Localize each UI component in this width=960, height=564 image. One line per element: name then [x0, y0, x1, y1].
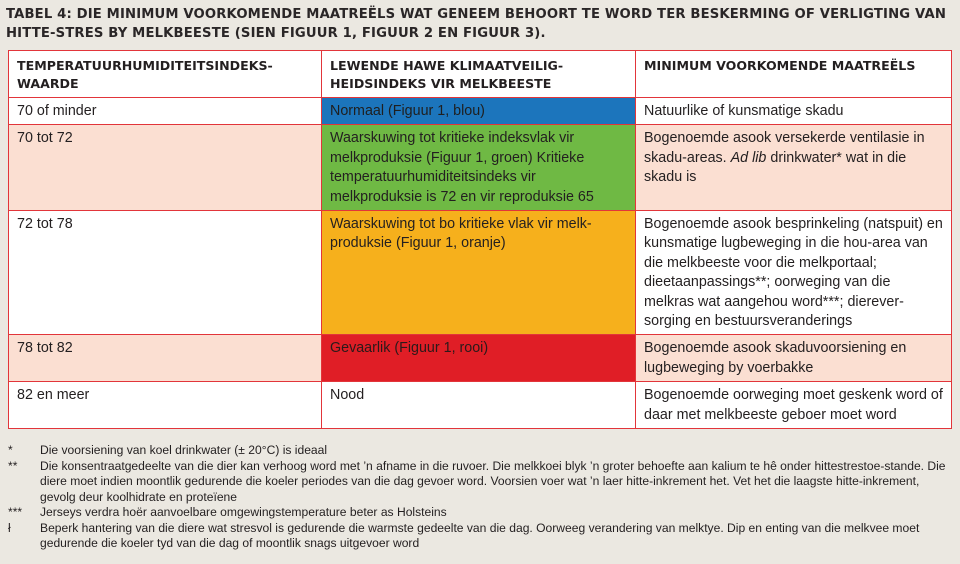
table-header-row	[9, 51, 952, 98]
header-thi: TEMPERATUURHUMIDITEITSINDEKS-WAARDE	[9, 51, 322, 98]
footnote-text: Die voorsiening van koel drinkwater (± 20°C) is ideaal	[40, 443, 328, 457]
table-row	[9, 125, 952, 211]
header-index: LEWENDE HAWE KLIMAATVEILIG-HEIDSINDEKS VIR MELKBEESTE	[322, 51, 636, 98]
footnote-mark: ł	[8, 520, 11, 535]
measures-cell: Natuurlike of kunsmatige skadu	[636, 98, 952, 125]
measures-cell	[636, 125, 952, 211]
measures-text: drinkwater* wat in die skadu is	[644, 149, 907, 186]
measures-cell: Bogenoemde asook besprinkeling (natspuit) en kunsmatige lugbeweging in die hou-area van die melkbeeste voor die melkportaal; dieetaanpassings**; oorweging van die melkras wat aangehou word***; dierever-sorging en bestuursveranderings	[636, 211, 952, 335]
measures-cell: Bogenoemde oorweging moet geskenk word of daar met melkbeeste geboer moet word	[636, 382, 952, 429]
footnote	[8, 505, 953, 521]
footnote	[8, 521, 953, 552]
table-row	[9, 98, 952, 125]
index-cell-orange: Waarskuwing tot bo kritieke vlak vir melk-produksie (Figuur 1, oranje)	[322, 211, 636, 335]
heat-stress-table	[8, 50, 952, 429]
index-cell-blue: Normaal (Figuur 1, blou)	[322, 98, 636, 125]
thi-cell: 70 tot 72	[9, 125, 322, 211]
measures-cell: Bogenoemde asook skaduvoorsiening en lugbeweging by voerbakke	[636, 335, 952, 382]
footnote	[8, 443, 953, 459]
footnote-mark: ***	[8, 505, 23, 519]
footnote-text: Jerseys verdra hoër aanvoelbare omgewingstemperature beter as Holsteins	[40, 505, 447, 519]
measures-text: Bogenoemde asook versekerde ventilasie in skadu-areas.	[644, 130, 925, 166]
footnote-mark: *	[8, 443, 13, 457]
table-row	[9, 382, 952, 429]
footnote-text: Beperk hantering van die diere wat stresvol is gedurende die warmste gedeelte van die dag. Oorweeg verandering van melktye. Dip en enting van die melkvee moet gedurende die koeler tyd van die dag of moontlik snags uitgevoer word	[40, 520, 920, 550]
table-title: TABEL 4: DIE MINIMUM VOORKOMENDE MAATREËLS WAT GENEEM BEHOORT TE WORD TER BESKERMING OF VERLIGTING VAN HITTE-STRES BY MELKBEESTE (SIEN FIGUUR 1, FIGUUR 2 EN FIGUUR 3).	[6, 7, 947, 41]
header-measures: MINIMUM VOORKOMENDE MAATREËLS	[636, 51, 952, 98]
thi-cell: 78 tot 82	[9, 335, 322, 382]
footnote-mark: **	[8, 458, 18, 473]
thi-cell: 72 tot 78	[9, 211, 322, 335]
thi-cell: 82 en meer	[9, 382, 322, 429]
footnote	[8, 459, 953, 506]
measures-italic-text: Ad lib	[730, 149, 767, 166]
index-cell-green: Waarskuwing tot kritieke indeksvlak vir melkproduksie (Figuur 1, groen) Kritieke temperatuurhumiditeitsindeks vir melkproduksie is 72 en vir reproduksie 65	[322, 125, 636, 211]
table-row	[9, 335, 952, 382]
index-cell-red: Gevaarlik (Figuur 1, rooi)	[322, 335, 636, 382]
footnote-text: Die konsentraatgedeelte van die dier kan verhoog word met ’n afname in die ruvoer. Die melkkoei blyk ’n groter behoefte aan kalium te hê onder hittestrestoe-stande. Die diere moet indien moontlik gedurende die koeler periodes van die dag gevoer word. Voorsien voer wat ’n laer hitte-inkrement het. Vet het die laagste hitte-inkrement, gevolg deur koolhidrate en proteïene	[40, 458, 946, 504]
thi-cell: 70 of minder	[9, 98, 322, 125]
index-cell: Nood	[322, 382, 636, 429]
table-row	[9, 211, 952, 335]
footnotes	[8, 443, 953, 552]
